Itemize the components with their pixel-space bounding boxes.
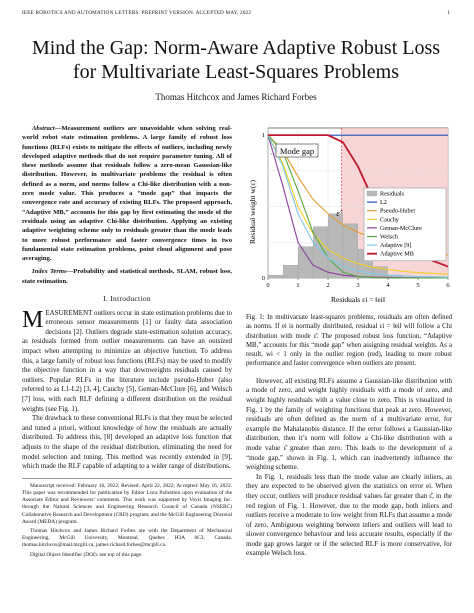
index-terms-label: Index Terms [32, 268, 67, 276]
author-list: Thomas Hitchcox and James Richard Forbes [155, 92, 317, 102]
abstract-label: Abstract [32, 125, 55, 132]
figure-caption: Fig. 1: In multivariate least-squares problems, residuals are often defined as norms. If ei is normally distributed, residual εi = ‖ei‖ will follow a Chi distribution with mode ε̂. The proposed robust loss function, “Adaptive MB,” accounts for this “mode gap” when assigning residual weights. As a result, wi < 1 only in the outlier region (red), leading to more robust performance and faster convergence when outliers are present. [246, 314, 452, 368]
abstract-text: —Measurement outliers are unavoidable when solving real-world robot state estimation problems. A large family of robust loss functions (RLFs) exists to mitigate the effects of outliers, including newly developed adaptive methods that do not require parameter tuning. All of these methods assume that residuals follow a zero-mean Gaussian-like distribution. However, in multivariate problems the residual is often defined as a norm, and norms follow a Chi-like distribution with a non-zero mode value. This produces a “mode gap” that impacts the convergence rate and accuracy of existing RLFs. The proposed approach, “Adaptive MB,” accounts for this gap by first estimating the mode of the residuals using an adaptive Chi-like distribution. Applying an existing adaptive weighting scheme only to residuals greater than the mode leads to more robust performance and faster convergence times in two fundamental state estimation problems, point cloud alignment and pose averaging. [22, 125, 232, 263]
x-tick-label: 6 [446, 282, 450, 289]
footnote-affiliation: Thomas Hitchcox and James Richard Forbes are with the Department of Mechanical Engineering, McGill University, Montreal, Quebec H3A 0C3, Canada. thomas.hitchcox@mail.mcgill.ca, james.richard.forbes@mcgill.ca. [22, 527, 232, 549]
y-tick-label: 0 [261, 275, 265, 282]
x-tick-label: 2 [326, 282, 330, 289]
x-tick-label: 4 [386, 282, 390, 289]
legend-label: Geman-McClure [380, 224, 422, 232]
mode-gap-label: Mode gap [279, 146, 315, 156]
legend-swatch-residuals [367, 191, 377, 196]
x-tick-label: 0 [266, 282, 270, 289]
running-header: IEEE ROBOTICS AND AUTOMATION LETTERS. PREPRINT VERSION. ACCEPTED MAY, 2022 [22, 10, 252, 16]
section-heading-introduction: I. Introduction [103, 294, 151, 304]
legend-label: Pseudo-Huber [380, 207, 416, 215]
index-terms-text: —Probability and statistical methods, SLAM, robust loss, state estimation. [22, 268, 233, 285]
x-axis-label: Residuals εi = ‖ei‖ [331, 295, 385, 304]
legend-label: L2 [380, 199, 387, 207]
index-terms [22, 267, 232, 286]
y-axis-label: Residual weight w(ε) [248, 180, 257, 244]
x-tick-label: 1 [296, 282, 300, 289]
x-tick-label: 3 [356, 282, 360, 289]
residual-bar [283, 265, 298, 278]
residual-bar [268, 275, 283, 278]
left-column [22, 124, 232, 561]
right-paragraph-1: However, all existing RLFs assume a Gaussian-like distribution with a mode of zero, and weight highly residuals with a mode of zero, and weight highly residuals with a value close to zero. This is visualized in Fig. 1 by the family of weighting functions that peak at zero. However, residuals are often defined as the norm of a multivariate error, for example the Mahalanobis distance. If the error follows a Gaussian-like distribution, then it’s norm will follow a Chi-like distribution with a mode value ε̂ greater than zero. This leads to the development of a “mode gap,” shown in Fig. 1, which can inadvertently influence the weighting scheme. [246, 376, 452, 472]
footnote-manuscript: Manuscript received: February 16, 2022; Revised: April 22, 2022; Accepted: May 16, 2022. This paper was recommended for publication by Editor Luca Pallottino upon evaluation of the Associate Editor and Reviewers’ comments. This work was supported by Voyis Imaging Inc. through the Natural Sciences and Engineering Research Council of Canada (NSERC) Collaborative Research and Development (CRD) program, and the McGill Engineering Doctoral Award (MEDA) program. [22, 482, 232, 525]
weight-chart [246, 124, 452, 309]
legend-label: Adaptive MB [380, 250, 414, 258]
intro-paragraph-1 [22, 306, 232, 415]
abstract [22, 124, 232, 263]
intro-paragraph-1-text: EASUREMENT outliers occur in state estimation problems due to erroneous sensor measurements [1] or faulty data association decisions [2]. Outliers degrade state-estimation solution accuracy, as residuals formed from outlier measurements can have an outsized impact when attempting to minimize an objective function. To address this, a large family of robust loss functions (RLFs) may be used to modify the objective function in a way that downweights residuals caused by outliers. Popular RLFs in the literature include pseudo-Huber (also referred to as L1-L2) [3, 4], Cauchy [5], Geman-McClure [6], and Welsch [7] loss, with each RLF defining a different distribution on the residual weights (see Fig. 1). [22, 308, 232, 413]
legend-label: Residuals [380, 190, 405, 198]
mode-symbol: ε̂ [336, 209, 340, 218]
right-column [246, 124, 452, 559]
intro-paragraph-2: The drawback to these conventional RLFs is that they must be selected and tuned a priori, without knowledge of how the residuals are actually distributed. To address this, [8] developed an adaptive loss function that adjusts to the shape of the residual distribution, eliminating the need for model selection and tuning. This method was recently extended in [9], which made the RLF capable of adapting to a wider range of distributions. [22, 414, 232, 471]
footnotes [22, 478, 232, 559]
legend-label: Cauchy [380, 216, 399, 224]
x-tick-label: 5 [416, 282, 420, 289]
footnote-doi: Digital Object Identifier (DOI): see top of this page. [30, 551, 143, 558]
paper-title: Mind the Gap: Norm-Aware Adaptive Robust Loss for Multivariate Least-Squares Problems [31, 37, 441, 83]
drop-cap: M [22, 306, 44, 333]
legend-label: Welsch [380, 233, 399, 241]
right-paragraph-2: In Fig. 1, residuals less than the mode value are clearly inliers, as they are expected to be observed given the statistics on error ei. When they occur, outliers will produce residual values far greater than ε̂, in the red region of Fig. 1. However, due to the mode gap, both inliers and outliers receive a moderate to low weight from RLFs that assume a mode of zero. Ambiguous weighting between inliers and outliers will lead to slower convergence behaviour and less accurate results, especially if the mode gap grows larger or if the selected RLF is more conservative, for example Welsch loss. [246, 472, 452, 558]
y-tick-label: 1 [261, 132, 265, 140]
figure-1 [246, 124, 452, 309]
page-number: 1 [447, 10, 450, 16]
legend-label: Adaptive [9] [380, 242, 412, 250]
residual-bar [313, 227, 328, 278]
